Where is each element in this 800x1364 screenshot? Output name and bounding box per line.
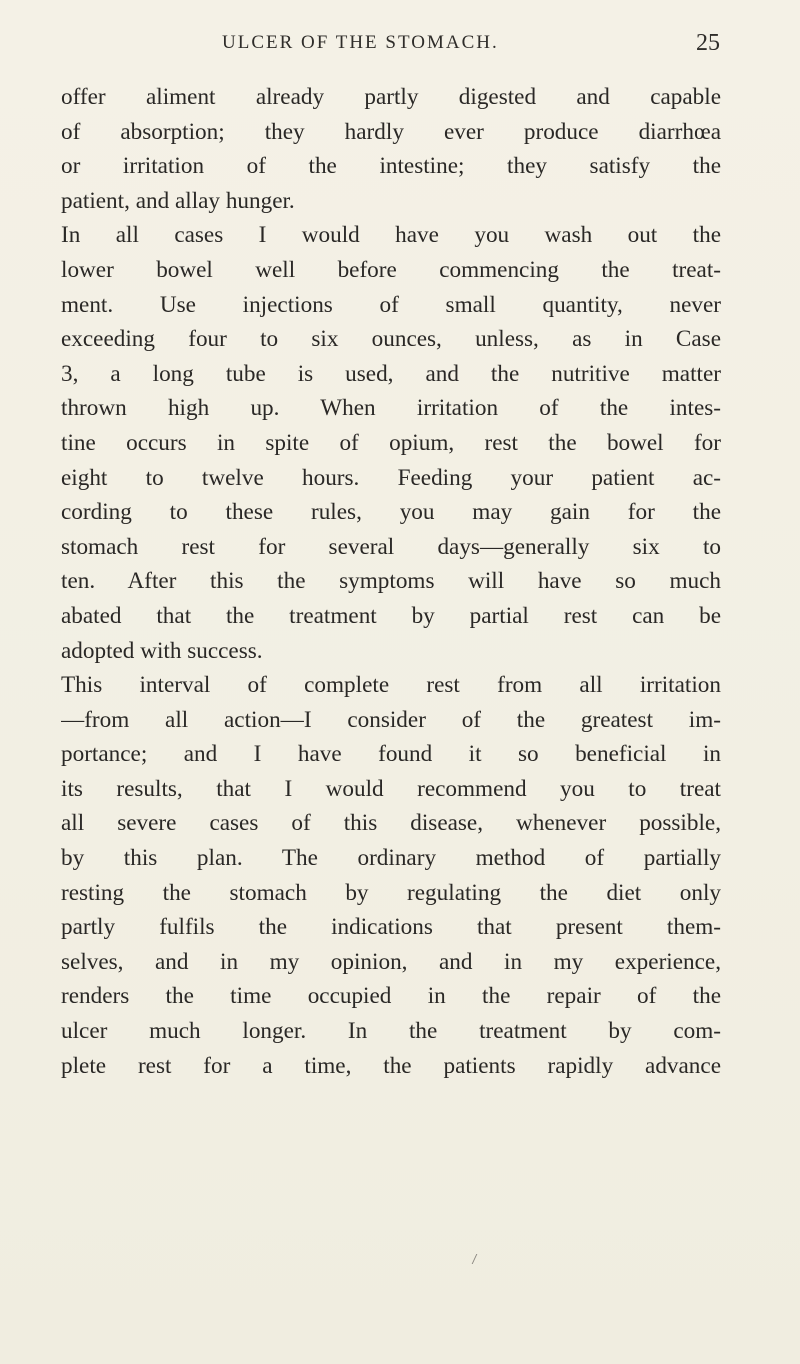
text-line: of absorption; they hardly ever produce diarrhœa — [61, 118, 721, 145]
text-line: tine occurs in spite of opium, rest the bowel for — [61, 429, 721, 456]
text-line: plete rest for a time, the patients rapidly advance — [61, 1052, 721, 1079]
stray-mark — [466, 1254, 478, 1264]
text-line: renders the time occupied in the repair of the — [61, 983, 721, 1010]
text-line: exceeding four to six ounces, unless, as in Case — [61, 326, 721, 353]
text-line: offer aliment already partly digested and capable — [61, 84, 721, 110]
text-line: 3, a long tube is used, and the nutritive matter — [61, 360, 721, 387]
text-line: by this plan. The ordinary method of partially — [61, 845, 721, 872]
text-line: all severe cases of this disease, whenever possible, — [61, 810, 721, 837]
text-line: ten. After this the symptoms will have so much — [61, 568, 721, 595]
text-line: cording to these rules, you may gain for the — [61, 499, 721, 526]
text-line: resting the stomach by regulating the diet only — [61, 879, 721, 906]
text-line: This interval of complete rest from all irritation — [61, 672, 721, 699]
text-line: partly fulfils the indications that present them- — [61, 914, 721, 941]
text-line: —from all action—I consider of the greatest im- — [61, 706, 721, 733]
text-line: stomach rest for several days—generally six to — [61, 533, 721, 560]
text-line: lower bowel well before commencing the treat- — [61, 256, 721, 283]
text-line: adopted with success. — [61, 637, 263, 664]
running-head — [60, 30, 720, 64]
text-line: eight to twelve hours. Feeding your patient ac- — [61, 464, 721, 491]
running-title: ULCER OF THE STOMACH. — [222, 32, 499, 53]
text-line: or irritation of the intestine; they satisfy the — [61, 153, 721, 180]
text-line: its results, that I would recommend you to treat — [61, 775, 721, 802]
body-text — [61, 80, 721, 1083]
text-line: patient, and allay hunger. — [61, 187, 295, 214]
text-line: ment. Use injections of small quantity, never — [61, 291, 721, 318]
text-line: ulcer much longer. In the treatment by com- — [61, 1018, 721, 1045]
page-number: 25 — [696, 30, 720, 56]
text-line: thrown high up. When irritation of the intes- — [61, 395, 721, 422]
text-line: selves, and in my opinion, and in my experience, — [61, 948, 721, 975]
text-line: portance; and I have found it so beneficial in — [61, 741, 721, 768]
text-line: In all cases I would have you wash out the — [61, 222, 721, 249]
text-line: abated that the treatment by partial rest can be — [61, 602, 721, 629]
